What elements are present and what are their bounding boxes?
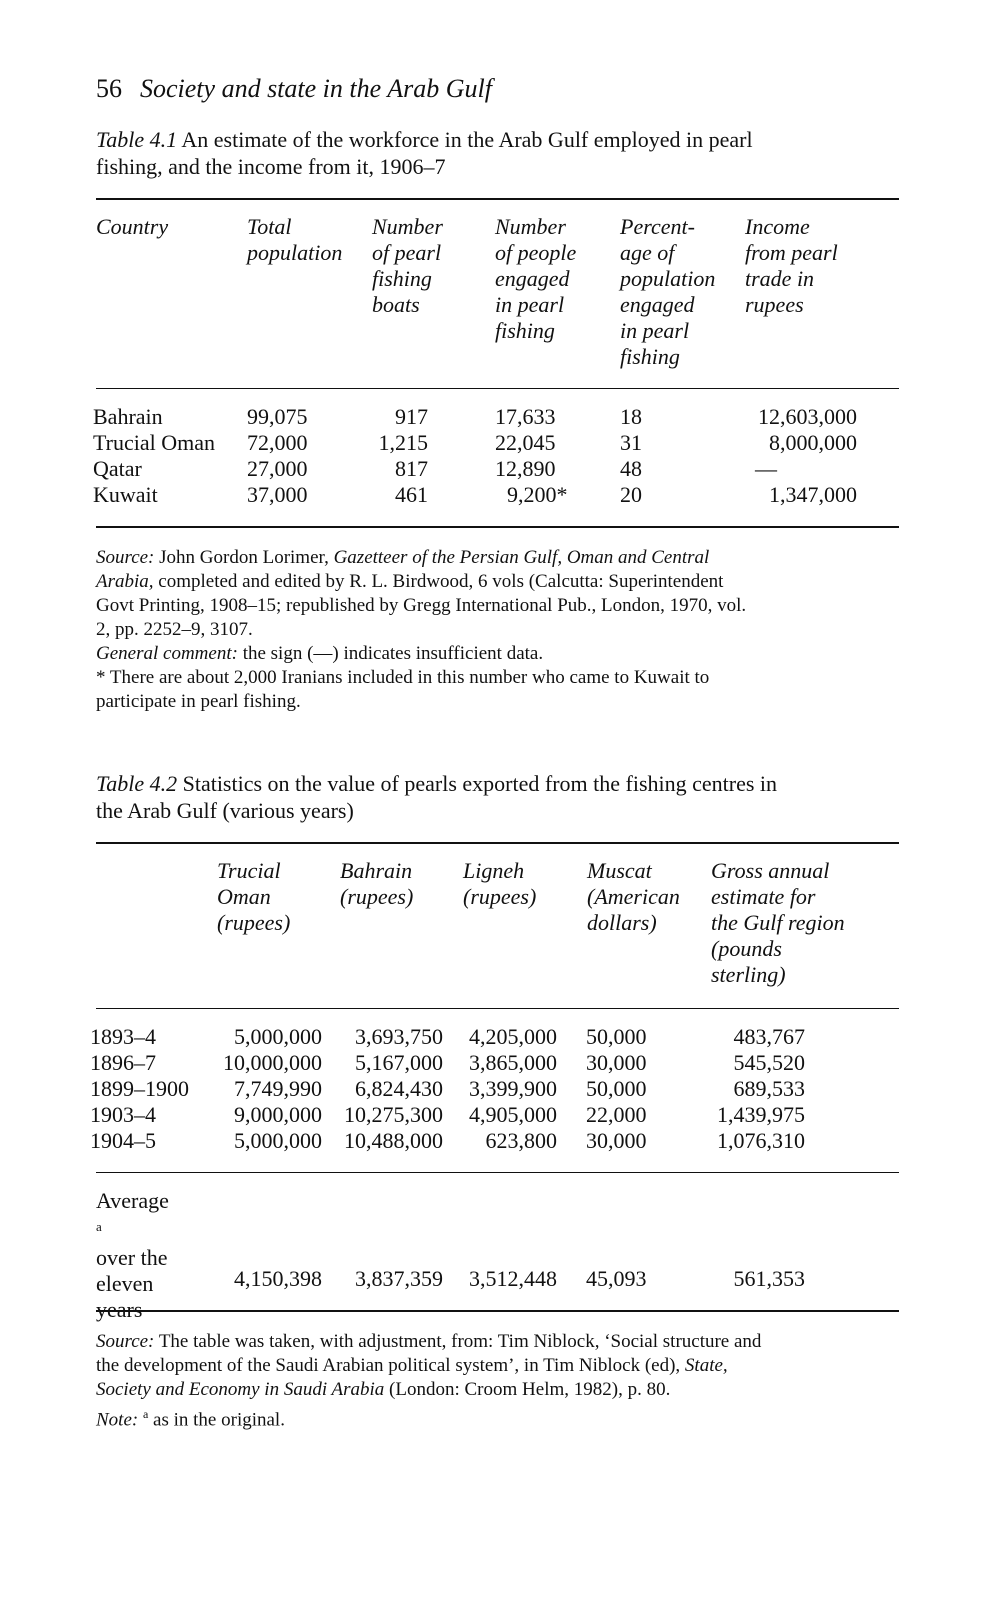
table2-header-trucial-oman: Trucial Oman (rupees) bbox=[217, 858, 291, 935]
table-row: 1896–7 10,000,000 5,167,000 3,865,000 30,000 545,520 bbox=[90, 1050, 805, 1075]
table1-header-rule bbox=[96, 388, 899, 389]
table2-header-rule bbox=[96, 1008, 899, 1009]
table1-general-comment: General comment: the sign (—) indicates insufficient data. bbox=[96, 643, 544, 664]
table1-header-income: Income from pearl trade in rupees bbox=[745, 214, 838, 317]
table2-note: Note: $^a$ as in the original. bbox=[96, 1407, 285, 1431]
table2-average-rule bbox=[96, 1172, 899, 1173]
table1-caption-line1: An estimate of the workforce in the Arab Gulf employed in pearl bbox=[181, 127, 753, 152]
table2-top-rule bbox=[96, 842, 899, 844]
table-row: 1893–4 5,000,000 3,693,750 4,205,000 50,000 483,767 bbox=[90, 1024, 805, 1049]
table2-header-muscat: Muscat (American dollars) bbox=[587, 858, 680, 935]
table1-caption-line2: fishing, and the income from it, 1906–7 bbox=[96, 154, 446, 179]
table-row: 1904–5 5,000,000 10,488,000 623,800 30,000 1,076,310 bbox=[90, 1128, 805, 1153]
running-title: Society and state in the Arab Gulf bbox=[140, 74, 492, 103]
table2-notes bbox=[96, 1330, 896, 1432]
table1-header-country: Country bbox=[96, 214, 169, 239]
table2-header-bahrain: Bahrain (rupees) bbox=[340, 858, 414, 909]
table1-header-percentage: Percent- age of population engaged in pearl fishing bbox=[620, 214, 716, 369]
table2-source: Source: The table was taken, with adjustment, from: Tim Niblock, ‘Social structure and the development of the Saudi Arabian political system’, in Tim Niblock (ed), State, Society and Economy in Saudi Arabia (London: Croom Helm, 1982), p. 80. bbox=[96, 1331, 762, 1400]
table2-header-ligneh: Ligneh (rupees) bbox=[463, 858, 537, 909]
table1-source: Source: John Gordon Lorimer, Gazetteer of the Persian Gulf, Oman and Central Arabia, completed and edited by R. L. Birdwood, 6 vols (Calcutta: Superintendent Govt Printing, 1908–15; republished by Gregg International Pub., London, 1970, vol. 2, pp. 2252–9, 3107. bbox=[96, 547, 747, 640]
table2-header-gross: Gross annual estimate for the Gulf region (pounds sterling) bbox=[711, 858, 845, 987]
table2-label: Table 4.2 bbox=[96, 771, 178, 796]
table1-header-people: Number of people engaged in pearl fishing bbox=[495, 214, 577, 343]
table1-header-boats: Number of pearl fishing boats bbox=[372, 214, 443, 317]
table2-caption-line2: the Arab Gulf (various years) bbox=[96, 798, 354, 823]
table2-average-label: Average $^a$ over the eleven years bbox=[96, 1188, 169, 1323]
table2-caption bbox=[96, 770, 896, 824]
table1-bottom-rule bbox=[96, 526, 899, 528]
table1-top-rule bbox=[96, 198, 899, 200]
table-row: Kuwait 37,000 461 9,200* 20 1,347,000 bbox=[93, 482, 857, 507]
table2-average-row: 4,150,398 3,837,359 3,512,448 45,093 561,353 bbox=[234, 1266, 805, 1291]
table1-header-population: Total population bbox=[247, 214, 343, 265]
table1-notes bbox=[96, 546, 896, 714]
table1-label: Table 4.1 bbox=[96, 127, 178, 152]
table-row: Trucial Oman 72,000 1,215 22,045 31 8,000,000 bbox=[93, 430, 857, 455]
running-header bbox=[96, 74, 492, 104]
page-number: 56 bbox=[96, 74, 122, 103]
table-row: 1899–1900 7,749,990 6,824,430 3,399,900 50,000 689,533 bbox=[90, 1076, 805, 1101]
table2-bottom-rule bbox=[96, 1310, 899, 1312]
table1-caption bbox=[96, 126, 896, 180]
table-row: Qatar 27,000 817 12,890 48 — bbox=[93, 456, 777, 481]
table-row: 1903–4 9,000,000 10,275,300 4,905,000 22,000 1,439,975 bbox=[90, 1102, 805, 1127]
table-row: Bahrain 99,075 917 17,633 18 12,603,000 bbox=[93, 404, 857, 429]
table1-footnote: * There are about 2,000 Iranians included in this number who came to Kuwait to participate in pearl fishing. bbox=[96, 667, 710, 712]
table2-caption-line1: Statistics on the value of pearls exported from the fishing centres in bbox=[182, 771, 778, 796]
